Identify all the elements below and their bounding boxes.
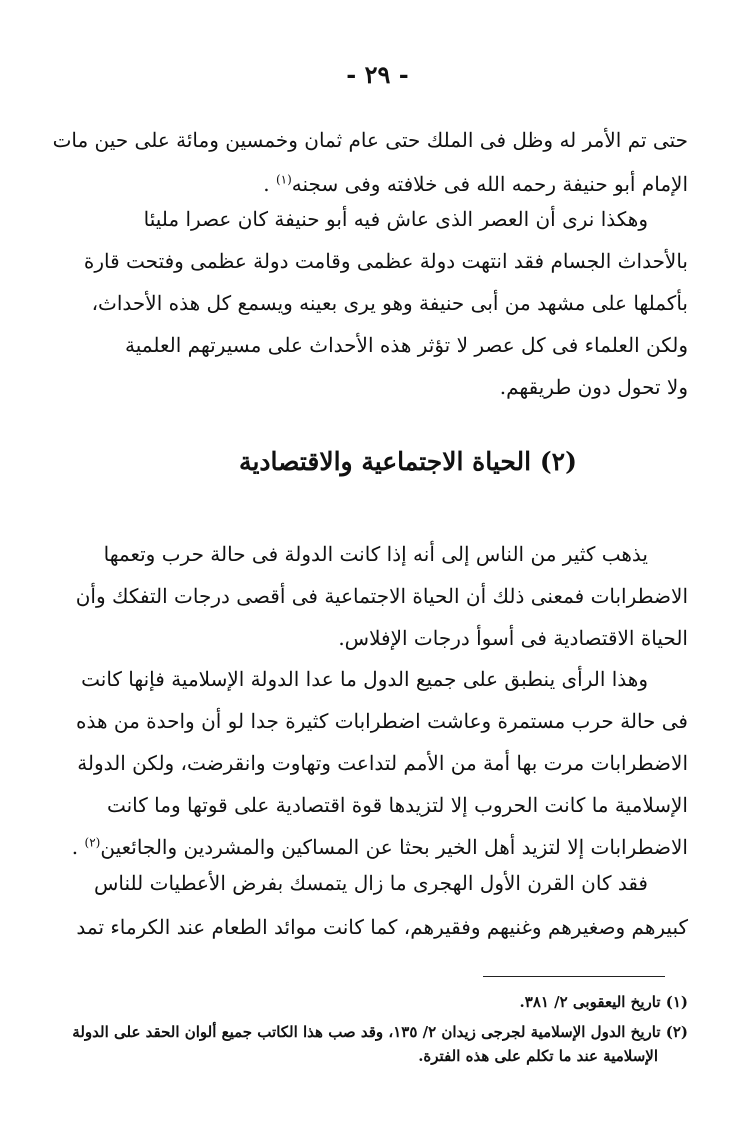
text-line: الإسلامية ما كانت الحروب إلا لتزيدها قوة اقتصادية على قوتها وما كانت xyxy=(106,793,688,817)
section-heading: (٢) الحياة الاجتماعية والاقتصادية xyxy=(239,447,577,476)
footnote-divider xyxy=(483,976,665,977)
text-line: بأكملها على مشهد من أبى حنيفة وهو يرى بعينه ويسمع كل هذه الأحداث، xyxy=(91,291,688,315)
paragraph-1 xyxy=(52,118,688,206)
text-line: ولكن العلماء فى كل عصر لا تؤثر هذه الأحداث على مسيرتهم العلمية xyxy=(125,333,688,357)
footnote-ref-1: (١) xyxy=(275,172,292,187)
text-line: وهكذا نرى أن العصر الذى عاش فيه أبو حنيفة كان عصرا مليئا xyxy=(143,207,648,231)
paragraph-3 xyxy=(75,533,688,659)
text-line: حتى تم الأمر له وظل فى الملك حتى عام ثمان وخمسين ومائة على حين مات xyxy=(52,128,688,152)
footnote-ref-2: (٢) xyxy=(84,835,101,850)
paragraph-4 xyxy=(71,658,688,868)
paragraph-2 xyxy=(83,198,688,408)
page-number: - ٢٩ - xyxy=(346,60,409,89)
text-line: بالأحداث الجسام فقد انتهت دولة عظمى وقامت دولة عظمى وفتحت قارة xyxy=(83,249,688,273)
text-line: الاضطرابات فمعنى ذلك أن الحياة الاجتماعية فى أقصى درجات التفكك وأن xyxy=(75,584,688,608)
text-segment: . xyxy=(71,835,85,859)
footnote-2: (٢) تاريخ الدول الإسلامية لجرجى زيدان ٢/ ١٣٥، وقد صب هذا الكاتب جميع ألوان الحقد على الدولة xyxy=(72,1023,688,1041)
text-line: الاضطرابات مرت بها أمة من الأمم لتداعت وتهاوت وانقرضت، ولكن الدولة xyxy=(77,751,688,775)
text-line: فى حالة حرب مستمرة وعاشت اضطرابات كثيرة جدا لو أن واحدة من هذه xyxy=(75,709,688,733)
text-segment: الإمام أبو حنيفة رحمه الله فى خلافته وفى سجنه xyxy=(291,172,688,196)
text-segment: الاضطرابات إلا لتزيد أهل الخير بحثا عن المساكين والمشردين والجائعين xyxy=(100,835,688,859)
text-line: يذهب كثير من الناس إلى أنه إذا كانت الدولة فى حالة حرب وتعمها xyxy=(103,542,648,566)
footnotes xyxy=(72,990,688,1068)
footnote-2-continued: الإسلامية عند ما تكلم على هذه الفترة. xyxy=(418,1047,658,1065)
text-line: كبيرهم وصغيرهم وغنيهم وفقيرهم، كما كانت موائد الطعام عند الكرماء تمد xyxy=(76,915,688,939)
text-line: وهذا الرأى ينطبق على جميع الدول ما عدا الدولة الإسلامية فإنها كانت xyxy=(81,667,648,691)
paragraph-5 xyxy=(76,861,688,949)
text-line: ولا تحول دون طريقهم. xyxy=(499,375,688,399)
footnote-1: (١) تاريخ اليعقوبى ٢/ ٣٨١. xyxy=(519,993,688,1011)
text-line: فقد كان القرن الأول الهجرى ما زال يتمسك بفرض الأعطيات للناس xyxy=(94,871,648,895)
text-line: الحياة الاقتصادية فى أسوأ درجات الإفلاس. xyxy=(338,626,688,650)
text-segment: . xyxy=(263,172,276,196)
